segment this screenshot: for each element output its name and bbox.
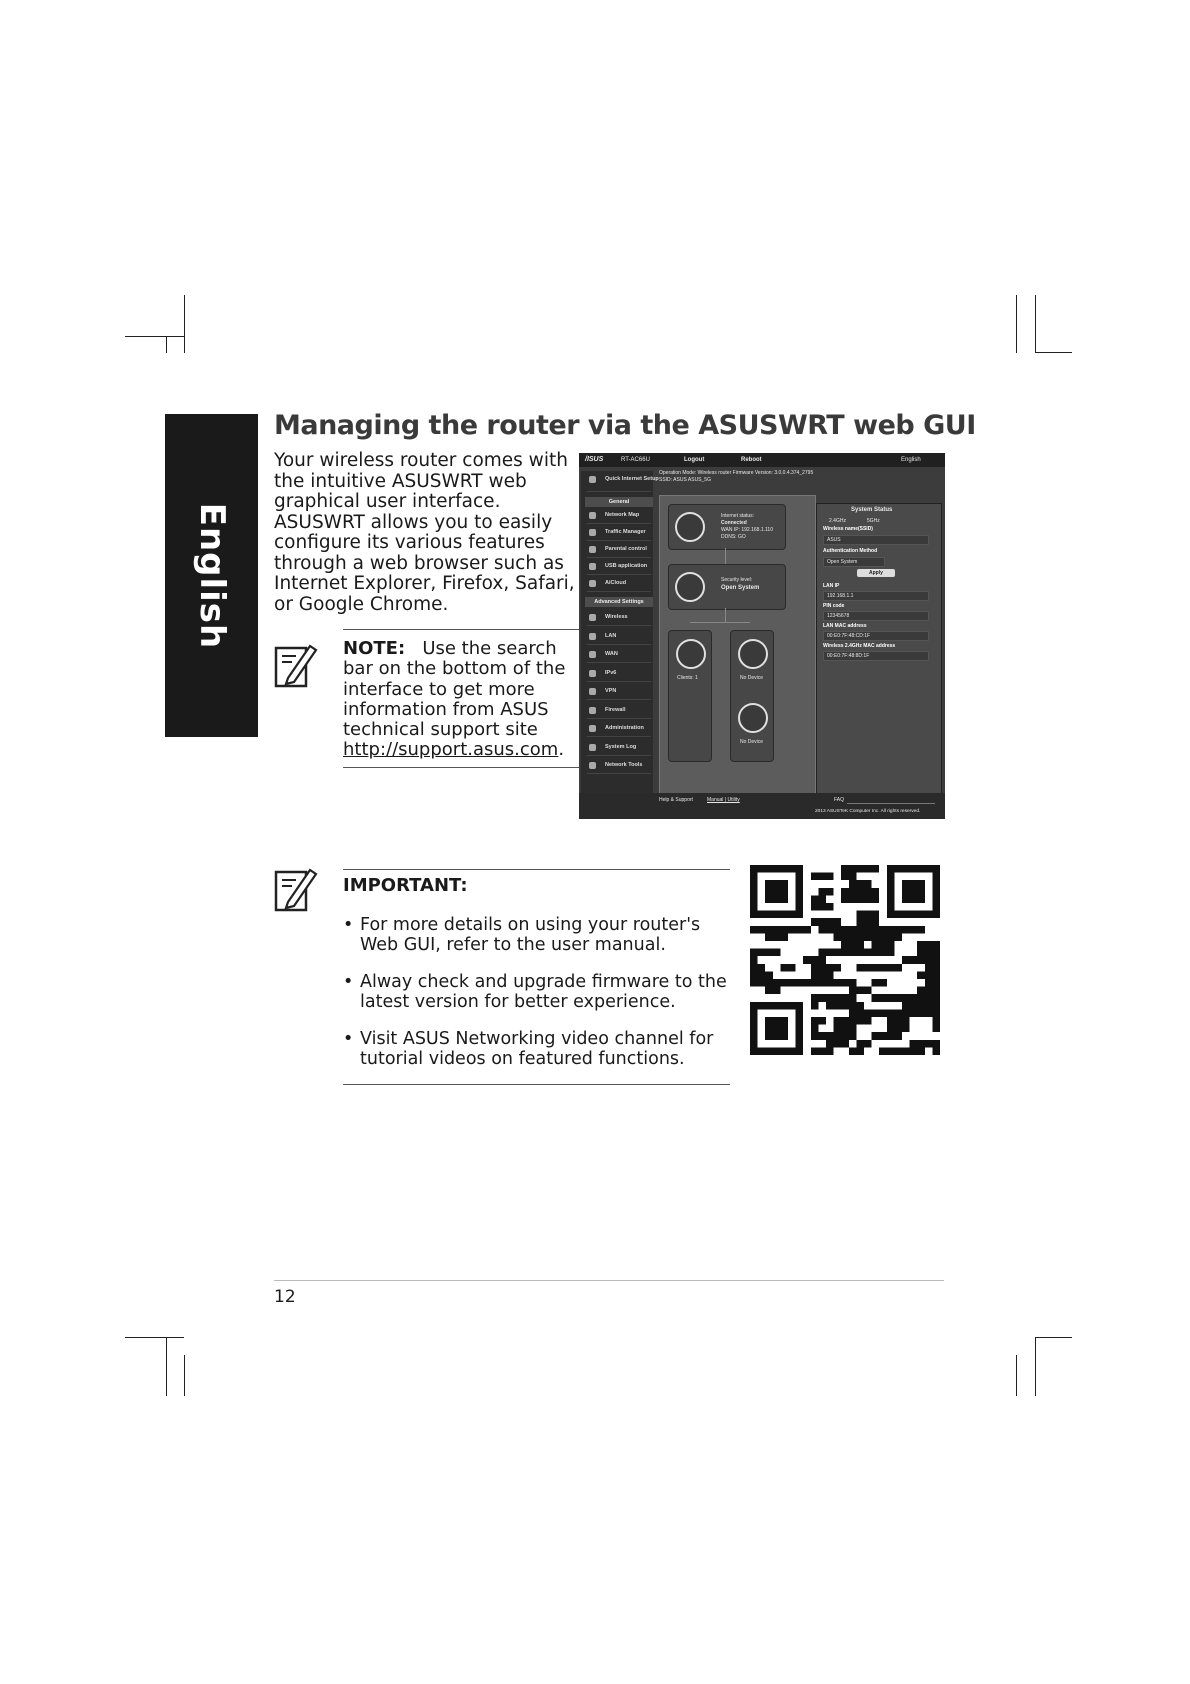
ssid-line: SSID: ASUS ASUS_5G	[659, 477, 711, 483]
menu-icon	[589, 744, 596, 751]
clients-card[interactable]: Clients: 1	[668, 630, 712, 762]
crop-mark	[125, 1337, 184, 1338]
menu-icon	[589, 670, 596, 677]
menu-icon	[589, 651, 596, 658]
wand-icon	[589, 476, 596, 483]
crop-mark	[1035, 1337, 1036, 1396]
language-tab	[165, 414, 258, 737]
menu-icon	[589, 633, 596, 640]
connector-line	[690, 622, 750, 623]
page-number: 12	[274, 1287, 296, 1307]
sidebar-item[interactable]: Administration	[587, 722, 651, 737]
manual-utility-link[interactable]: Manual | Utility	[707, 797, 740, 803]
search-input[interactable]	[847, 796, 935, 804]
crop-mark	[166, 336, 167, 353]
router-card[interactable]: Security level: Open System	[668, 564, 786, 610]
crop-mark	[1016, 295, 1017, 353]
menu-icon	[589, 614, 596, 621]
list-item: • Visit ASUS Networking video channel for tutorial videos on featured functions.	[343, 1029, 738, 1069]
list-item: • Alway check and upgrade firmware to the latest version for better experience.	[343, 972, 738, 1012]
reboot-button[interactable]: Reboot	[741, 457, 762, 463]
important-pencil-icon	[274, 866, 318, 914]
quick-setup-item[interactable]: Quick Internet Setup	[587, 473, 651, 492]
auth-select[interactable]: Open System	[823, 557, 885, 567]
asuswrt-screenshot	[579, 453, 945, 819]
tab-5ghz[interactable]: 5GHz	[867, 518, 880, 524]
connector-line	[725, 548, 726, 564]
important-title: IMPORTANT:	[343, 875, 468, 896]
usb-icon	[738, 639, 768, 669]
sidebar-item[interactable]: Wireless	[587, 611, 651, 626]
ssid-field[interactable]: ASUS	[823, 535, 929, 545]
router-icon	[675, 572, 705, 602]
apply-button[interactable]: Apply	[857, 569, 895, 577]
tab-2-4ghz[interactable]: 2.4GHz	[829, 518, 846, 524]
sidebar-item[interactable]: WAN	[587, 648, 651, 663]
sidebar-item[interactable]: VPN	[587, 685, 651, 700]
crop-mark	[1016, 1355, 1017, 1396]
gui-footer	[579, 793, 945, 819]
note-label: NOTE:	[343, 638, 406, 659]
usb-card[interactable]: No Device No Device	[730, 630, 774, 762]
note-top-rule	[343, 629, 579, 630]
logout-button[interactable]: Logout	[684, 457, 705, 463]
globe-icon	[675, 512, 705, 542]
usb-icon	[738, 703, 768, 733]
crop-mark	[1035, 352, 1072, 353]
monitor-icon	[676, 639, 706, 669]
page-title: Managing the router via the ASUSWRT web GUI	[274, 410, 976, 441]
crop-mark	[1035, 1337, 1072, 1338]
crop-mark	[125, 336, 184, 337]
gui-sidebar	[581, 471, 659, 809]
sidebar-item[interactable]: System Log	[587, 741, 651, 756]
crop-mark	[184, 295, 185, 353]
sidebar-item[interactable]: Traffic Manager	[587, 526, 651, 541]
crop-mark	[184, 1355, 185, 1396]
sidebar-item[interactable]: LAN	[587, 630, 651, 645]
menu-icon	[589, 707, 596, 714]
menu-icon	[589, 725, 596, 732]
footer-rule	[274, 1280, 944, 1281]
copyright: 2013 ASUSTeK Computer Inc. All rights reserved.	[815, 809, 921, 814]
note-pencil-icon	[274, 642, 318, 690]
note-period: .	[558, 739, 565, 761]
menu-icon	[589, 546, 596, 553]
crop-mark	[166, 1337, 167, 1396]
advanced-header: Advanced Settings	[585, 597, 653, 607]
asus-logo: /ISUS	[585, 456, 604, 463]
gui-topbar	[579, 453, 945, 467]
faq-search[interactable]: FAQ	[834, 797, 845, 803]
support-link[interactable]: http://support.asus.com	[343, 739, 559, 761]
important-list	[343, 915, 738, 1086]
network-map	[659, 495, 816, 815]
internet-card[interactable]: Internet status: Connected WAN IP: 192.168.1.110 DDNS: GO	[668, 504, 786, 550]
menu-icon	[589, 512, 596, 519]
sidebar-item[interactable]: Network Tools	[587, 759, 651, 774]
sidebar-item[interactable]: USB application	[587, 560, 651, 575]
important-top-rule	[343, 869, 730, 870]
list-item: • For more details on using your router's Web GUI, refer to the user manual.	[343, 915, 738, 955]
sidebar-item[interactable]: Network Map	[587, 509, 651, 524]
general-header: General	[585, 497, 653, 507]
note-bottom-rule	[343, 767, 579, 768]
menu-icon	[589, 529, 596, 536]
language-label: English	[191, 502, 232, 649]
crop-mark	[1035, 295, 1036, 353]
sidebar-item[interactable]: AiCloud	[587, 577, 651, 592]
menu-icon	[589, 762, 596, 769]
language-select[interactable]: English	[901, 457, 921, 463]
menu-icon	[589, 580, 596, 587]
sidebar-item[interactable]: IPv6	[587, 667, 651, 682]
system-status-panel: System Status 2.4GHz 5GHz Wireless name(SSID) ASUS Authentication Method Open System Apply LAN IP 192.168.1.1 PIN code 12345678 LAN MAC address 00:E0:7F:48:CD:1F Wireless 2.4GHz MAC address 00:E0:7F:48:8D:1F	[816, 503, 942, 810]
connector-line	[725, 608, 726, 622]
intro-paragraph: Your wireless router comes with the intuitive ASUSWRT web graphical user interface. ASUSWRT allows you to easily configure its various features through a web browser such as Internet Explorer, Firefox, Safari, or Google Chrome.	[274, 450, 575, 615]
note-body: Use the search bar on the bottom of the interface to get more information from ASUS technical support site	[343, 638, 566, 741]
model-name: RT-AC66U	[621, 457, 650, 463]
note-text	[343, 639, 578, 761]
help-support: Help & Support	[659, 797, 693, 803]
menu-icon	[589, 563, 596, 570]
operation-mode: Operation Mode: Wireless router Firmware Version: 3.0.0.4.374_2795	[659, 470, 814, 476]
qr-code[interactable]	[750, 865, 940, 1055]
sidebar-item[interactable]: Parental control	[587, 543, 651, 558]
menu-icon	[589, 688, 596, 695]
sidebar-item[interactable]: Firewall	[587, 704, 651, 719]
important-bottom-rule	[343, 1084, 730, 1085]
